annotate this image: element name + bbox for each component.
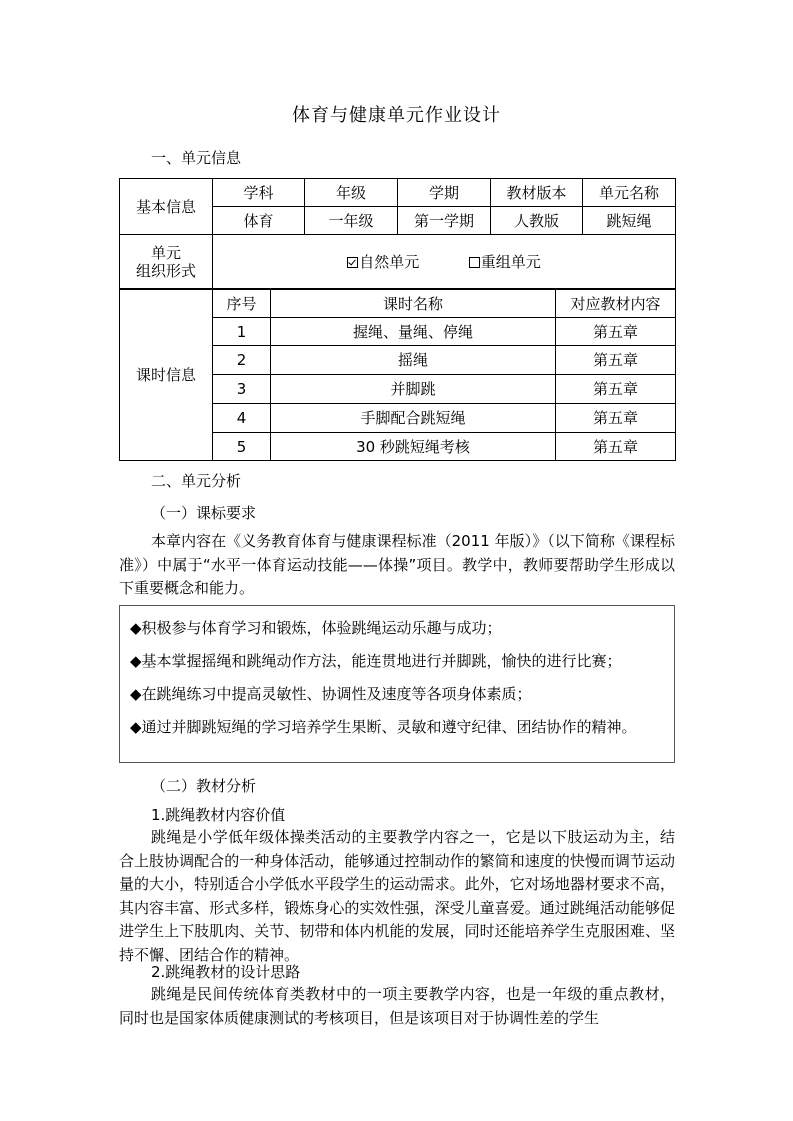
lesson-content: 第五章	[556, 346, 676, 375]
section-heading-unit-info: 一、单元信息	[151, 149, 242, 167]
org-form-label-line1: 单元	[150, 243, 181, 262]
list-item: ◆通过并脚跳短绳的学习培养学生果断、灵敏和遵守纪律、团结协作的精神。	[130, 718, 637, 736]
list-item: ◆在跳绳练习中提高灵敏性、协调性及速度等各项身体素质；	[130, 685, 532, 703]
lesson-no: 3	[213, 375, 271, 404]
lesson-content: 第五章	[556, 318, 676, 346]
page-title: 体育与健康单元作业设计	[292, 105, 501, 126]
item1-title: 1.跳绳教材内容价值	[151, 806, 286, 824]
regrouped-unit-label: 重组单元	[480, 252, 541, 271]
header-textbook: 教材版本	[491, 179, 583, 207]
lesson-content: 第五章	[556, 375, 676, 404]
basic-info-label: 基本信息	[120, 179, 213, 235]
lesson-no: 5	[213, 433, 271, 461]
natural-unit-label: 自然单元	[359, 252, 420, 271]
item1-paragraph: 跳绳是小学低年级体操类活动的主要教学内容之一，它是以下肢运动为主，结合上肢协调配合的一种身体活动，能够通过控制动作的繁简和速度的快慢而调节运动量的大小，特别适合小学低水平段学生的运动需求。此外，它对场地器材要求不高，其内容丰富、形式多样，锻炼身心的实效性强，深受儿童喜爱。通过跳绳活动能够促进学生上下肢肌肉、关节、韧带和体内机能的发展，同时还能培养学生克服困难、坚持不懈、团结合作的精神。	[119, 828, 675, 964]
list-item: ◆基本掌握摇绳和跳绳动作方法，能连贯地进行并脚跳，愉快的进行比赛；	[130, 652, 622, 670]
lesson-name: 并脚跳	[271, 375, 556, 404]
value-unit-name: 跳短绳	[583, 207, 676, 235]
org-form-label-line2: 组织形式	[135, 261, 196, 280]
org-form-options	[213, 235, 676, 289]
header-subject: 学科	[213, 179, 305, 207]
lesson-name: 30 秒跳短绳考核	[271, 433, 556, 461]
header-grade: 年级	[305, 179, 398, 207]
header-term: 学期	[398, 179, 491, 207]
lesson-info-table	[119, 289, 676, 461]
value-grade: 一年级	[305, 207, 398, 235]
lesson-name: 手脚配合跳短绳	[271, 404, 556, 433]
item2-title: 2.跳绳教材的设计思路	[151, 963, 301, 981]
item2-paragraph: 跳绳是民间传统体育类教材中的一项主要教学内容，也是一年级的重点教材，同时也是国家体质健康测试的考核项目，但是该项目对于协调性差的学生	[119, 985, 675, 1027]
value-subject: 体育	[213, 207, 305, 235]
header-content: 对应教材内容	[556, 290, 676, 318]
lesson-name: 摇绳	[271, 346, 556, 375]
lesson-no: 1	[213, 318, 271, 346]
lesson-content: 第五章	[556, 404, 676, 433]
checked-box-icon[interactable]	[347, 257, 358, 268]
header-unit-name: 单元名称	[583, 179, 676, 207]
value-textbook: 人教版	[491, 207, 583, 235]
lesson-no: 4	[213, 404, 271, 433]
header-no: 序号	[213, 290, 271, 318]
regrouped-unit-option[interactable]	[469, 253, 541, 271]
lesson-content: 第五章	[556, 433, 676, 461]
subheading-curriculum: （一）课标要求	[151, 504, 257, 522]
lesson-name: 握绳、量绳、停绳	[271, 318, 556, 346]
unit-info-table	[119, 178, 676, 289]
header-lesson-name: 课时名称	[271, 290, 556, 318]
org-form-label	[120, 235, 213, 289]
value-term: 第一学期	[398, 207, 491, 235]
lesson-no: 2	[213, 346, 271, 375]
natural-unit-option[interactable]	[347, 253, 424, 271]
unchecked-box-icon[interactable]	[469, 257, 480, 268]
goals-box	[119, 605, 675, 763]
list-item: ◆积极参与体育学习和锻炼，体验跳绳运动乐趣与成功；	[130, 619, 502, 637]
subheading-textbook-analysis: （二）教材分析	[151, 777, 257, 795]
section-heading-unit-analysis: 二、单元分析	[151, 472, 242, 490]
curriculum-paragraph: 本章内容在《义务教育体育与健康课程标准（2011 年版）》（以下简称《课程标准》）中属于“水平一体育运动技能——体操”项目。教学中，教师要帮助学生形成以下重要概念和能力。	[119, 532, 675, 597]
lesson-info-label: 课时信息	[120, 290, 213, 461]
